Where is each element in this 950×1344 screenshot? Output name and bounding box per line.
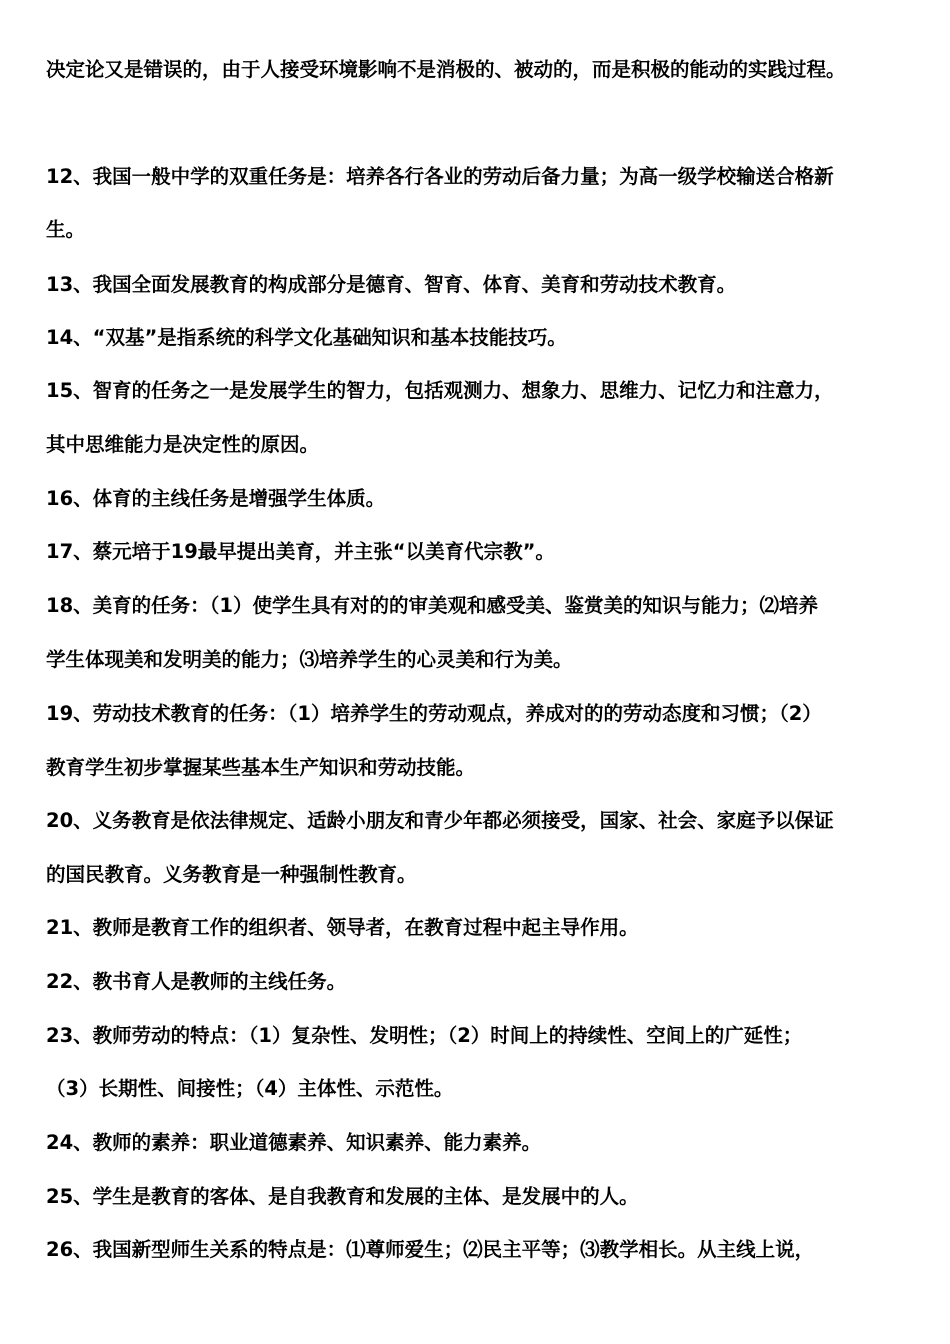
text-line: 13、我国全面发展教育的构成部分是德育、智育、体育、美育和劳动技术教育。	[46, 273, 737, 296]
text-line: 22、教书育人是教师的主线任务。	[46, 970, 347, 993]
text-line: 15、智育的任务之一是发展学生的智力，包括观测力、想象力、思维力、记忆力和注意力，	[46, 379, 834, 402]
text-line: 生。	[46, 218, 86, 241]
text-line: 的国民教育。义务教育是一种强制性教育。	[46, 863, 417, 886]
text-line: 21、教师是教育工作的组织者、领导者，在教育过程中起主导作用。	[46, 916, 639, 939]
text-line: 教育学生初步掌握某些基本生产知识和劳动技能。	[46, 756, 476, 779]
text-line: 16、体育的主线任务是增强学生体质。	[46, 487, 386, 510]
text-line: 14、“双基”是指系统的科学文化基础知识和基本技能技巧。	[46, 326, 567, 349]
text-line: 决定论又是错误的，由于人接受环境影响不是消极的、被动的，而是积极的能动的实践过程。	[46, 58, 846, 81]
text-line: 18、美育的任务：（1）使学生具有对的的审美观和感受美、鉴赏美的知识与能力；⑵培养	[46, 594, 818, 617]
text-line: 17、蔡元培于19最早提出美育，并主张“以美育代宗教”。	[46, 540, 555, 563]
text-line: 23、教师劳动的特点：（1）复杂性、发明性；（2）时间上的持续性、空间上的广延性；	[46, 1024, 803, 1047]
text-line: （3）长期性、间接性；（4）主体性、示范性。	[46, 1077, 454, 1100]
text-line: 24、教师的素养：职业道德素养、知识素养、能力素养。	[46, 1131, 542, 1154]
text-line: 26、我国新型师生关系的特点是：⑴尊师爱生；⑵民主平等；⑶教学相长。从主线上说，	[46, 1238, 815, 1261]
text-line: 25、学生是教育的客体、是自我教育和发展的主体、是发展中的人。	[46, 1185, 639, 1208]
text-line: 其中思维能力是决定性的原因。	[46, 433, 320, 456]
text-line: 20、义务教育是依法律规定、适龄小朋友和青少年都必须接受，国家、社会、家庭予以保证	[46, 809, 834, 832]
text-line: 19、劳动技术教育的任务：（1）培养学生的劳动观点，养成对的的劳动态度和习惯；（2）	[46, 702, 822, 725]
text-line: 12、我国一般中学的双重任务是：培养各行各业的劳动后备力量；为高一级学校输送合格新	[46, 165, 834, 188]
text-line: 学生体现美和发明美的能力；⑶培养学生的心灵美和行为美。	[46, 648, 573, 671]
